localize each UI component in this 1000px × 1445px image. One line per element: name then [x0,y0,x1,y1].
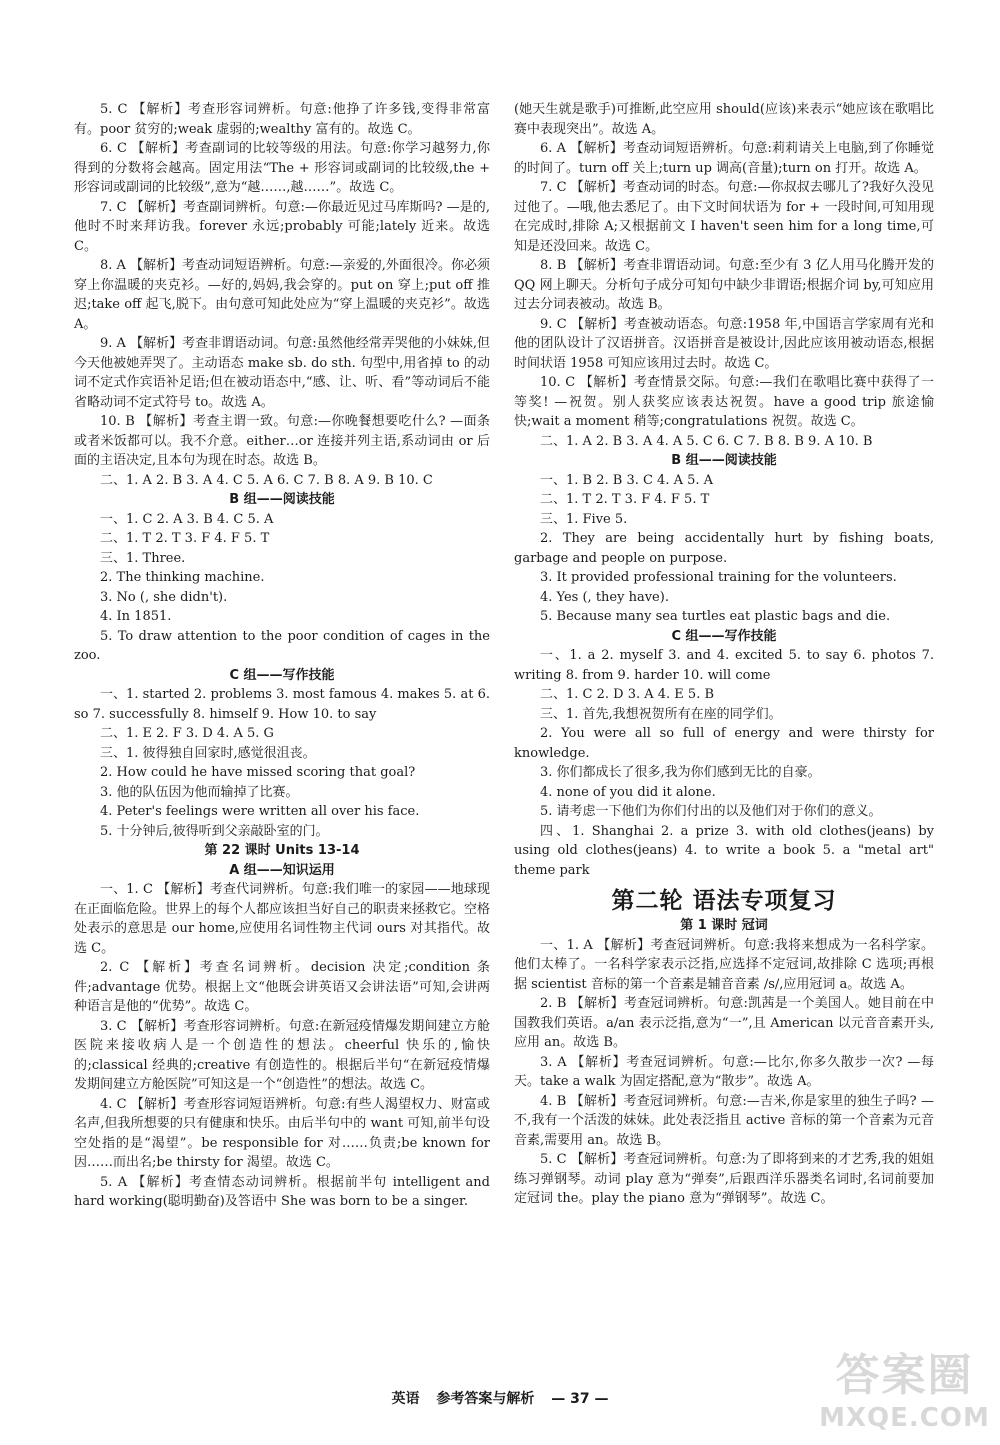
answer-paragraph: 2. How could he have missed scoring that goal? [100,765,416,780]
section-heading: B 组——阅读技能 [671,453,777,468]
answer-paragraph: 5. A 【解析】考查情态动词辨析。根据前半句 intelligent and hard working(聪明勤奋)及答语中 She was born to be a singer. [74,1174,490,1209]
answer-paragraph: 二、1. T 2. T 3. F 4. F 5. T [540,492,710,507]
answer-paragraph: 二、1. A 2. B 3. A 4. A 5. C 6. C 7. B 8. B 9. A 10. B [540,433,873,449]
answer-paragraph: 2. C 【解析】考查名词辨析。decision 决定;condition 条件;advantage 优势。根据上文“他既会讲英语又会讲法语”可知,会讲两种语言是他的“优势”。故选 C。 [74,960,490,1014]
answer-paragraph: 4. Peter's feelings were written all over his face. [100,804,420,819]
footer-subject: 英语 [391,1391,420,1407]
answer-paragraph: 10. B 【解析】考查主谓一致。句意:—你晚餐想要吃什么? —面条或者米饭都可以。我不介意。either…or 连接并列主语,系动词由 or 后面的主语决定,且本句为现在时态。故选 B。 [74,414,490,468]
watermark-logo [817,1351,992,1437]
answer-paragraph: 5. 请考虑一下他们为你们付出的以及他们对于你们的意义。 [540,804,882,819]
answer-paragraph: 一、1. C 【解析】考查代词辨析。句意:我们唯一的家园——地球现在正面临危险。世界上的每个人都应该担当好自己的职责来拯救它。空格处表示的意思是 our home,应使用名词性物主代词 ours 对其指代。故选 C。 [74,882,491,956]
answer-paragraph: 三、1. 首先,我想祝贺所有在座的同学们。 [540,706,782,722]
answer-paragraph: 二、1. A 2. B 3. A 4. C 5. A 6. C 7. B 8. A 9. B 10. C [100,472,433,488]
left-column [74,100,490,1212]
answer-paragraph: 3. It provided professional training for the volunteers. [540,570,897,585]
answer-paragraph: 9. A 【解析】考查非谓语动词。句意:虽然他经常弄哭他的小妹妹,但今天他被她弄哭了。主动语态 make sb. do sth. 句型中,用省掉 to 的动词不定式作宾语补足语;但在被动语态中,“感、让、听、看”等动词后不能省略动词不定式符号 to。故选 A。 [74,336,490,410]
answer-paragraph: 3. 你们都成长了很多,我为你们感到无比的自豪。 [540,765,821,780]
answer-paragraph: 2. B 【解析】考查冠词辨析。句意:凯茜是一个美国人。她目前在中国教我们英语。a/an 表示泛指,意为“一”,且 American 以元音音素开头,应用 an。故选 B。 [514,996,934,1050]
answer-paragraph: 10. C 【解析】考查情景交际。句意:—我们在歌唱比赛中获得了一等奖! —祝贺。别人获奖应该表达祝贺。have a good trip 旅途愉快;wait a moment 稍等;congratulations 祝贺。故选 C。 [514,375,934,429]
answer-paragraph: 5. C 【解析】考查冠词辨析。句意:为了即将到来的才艺秀,我的姐姐练习弹钢琴。动词 play 意为“弹奏”,后跟西洋乐器类名词时,名词前要加定冠词 the。play the piano 意为“弹钢琴”。故选 C。 [514,1152,934,1206]
watermark-text-bottom: MXQE.COM [819,1403,990,1433]
answer-paragraph: 四、1. Shanghai 2. a prize 3. with old clothes(jeans) by using old clothes(jeans) 4. to write a book 5. a "metal art" theme park [514,823,934,878]
answer-paragraph: 一、1. a 2. myself 3. and 4. excited 5. to say 6. photos 7. writing 8. from 9. harder 10. will come [514,648,934,683]
answer-paragraph: 二、1. E 2. F 3. D 4. A 5. G [100,726,274,741]
answer-paragraph: 6. A 【解析】考查动词短语辨析。句意:莉莉请关上电脑,到了你睡觉的时间了。turn off 关上;turn up 调高(音量);turn on 打开。故选 A。 [514,141,934,176]
answer-paragraph: (她天生就是歌手)可推断,此空应用 should(应该)来表示“她应该在歌唱比赛中表现突出”。故选 A。 [514,102,934,137]
answer-paragraph: 2. They are being accidentally hurt by fishing boats, garbage and people on purpose. [514,531,934,566]
answer-paragraph: 一、1. C 2. A 3. B 4. C 5. A [100,511,274,527]
answer-paragraph: 4. none of you did it alone. [540,784,716,800]
right-column [514,100,934,1209]
section-heading: A 组——知识运用 [229,862,335,878]
answer-paragraph: 2. The thinking machine. [100,570,265,585]
answer-paragraph: 二、1. C 2. D 3. A 4. E 5. B [540,687,715,702]
answer-paragraph: 3. C 【解析】考查形容词辨析。句意:在新冠疫情爆发期间建立方舱医院来接收病人是一个创造性的想法。cheerful 快乐的,愉快的;classical 经典的;creative 有创造性的。根据后半句“在新冠疫情爆发期间建立方舱医院”可知这是一个“创造性”的想法。故选 C。 [74,1018,490,1092]
answer-paragraph: 5. 十分钟后,彼得听到父亲敲卧室的门。 [100,823,329,839]
section-heading: C 组——写作技能 [229,667,335,683]
answer-paragraph: 三、1. Five 5. [540,511,628,527]
footer-section: 参考答案与解析 [436,1391,535,1407]
section-heading: B 组——阅读技能 [229,492,335,507]
answer-paragraph: 3. No (, she didn't). [100,589,228,605]
answer-paragraph: 一、1. B 2. B 3. C 4. A 5. A [540,472,714,488]
answer-paragraph: 3. A 【解析】考查冠词辨析。句意:—比尔,你多久散步一次? —每天。take a walk 为固定搭配,意为“散步”。故选 A。 [514,1054,934,1089]
chapter-title: 第二轮 语法专项复习 [611,888,837,914]
section-heading: 第 22 课时 Units 13-14 [204,843,360,858]
answer-paragraph: 9. C 【解析】考查被动语态。句意:1958 年,中国语言学家周有光和他的团队设计了汉语拼音。汉语拼音是被设计,因此应该用被动语态,根据时间状语 1958 可知应该用过去时。故选 C。 [514,316,934,371]
answer-paragraph: 三、1. 彼得独自回家时,感觉很沮丧。 [100,745,316,761]
answer-paragraph: 8. B 【解析】考查非谓语动词。句意:至少有 3 亿人用马化腾开发的 QQ 网上聊天。分析句子成分可知句中缺少非谓语;根据介词 by,可知应用过去分词表被动。故选 B。 [514,258,934,312]
page-number: — 37 — [551,1391,609,1407]
answer-paragraph: 5. C 【解析】考查形容词辨析。句意:他挣了许多钱,变得非常富有。poor 贫穷的;weak 虚弱的;wealthy 富有的。故选 C。 [74,102,490,137]
answer-paragraph: 4. In 1851. [100,609,172,624]
answer-paragraph: 4. B 【解析】考查冠词辨析。句意:—吉米,你是家里的独生子吗? —不,我有一个活泼的妹妹。此处表泛指且 active 音标的第一个音素为元音音素,需要用 an。故选 B。 [514,1093,934,1148]
answer-paragraph: 二、1. T 2. T 3. F 4. F 5. T [100,531,270,546]
answer-paragraph: 一、1. A 【解析】考查冠词辨析。句意:我将来想成为一名科学家。他们太棒了。一名科学家表示泛指,应选择不定冠词,故排除 C 选项;再根据 scientist 音标的第一个音素是辅音音素 /s/,应用冠词 a。故选 A。 [514,937,934,992]
answer-paragraph: 一、1. started 2. problems 3. most famous 4. makes 5. at 6. so 7. successfully 8. himself 9. How 10. to say [74,687,490,722]
answer-paragraph: 三、1. Three. [100,550,186,566]
answer-paragraph: 3. 他的队伍因为他而输掉了比赛。 [100,784,299,800]
answer-paragraph: 5. To draw attention to the poor condition of cages in the zoo. [74,628,490,663]
answer-paragraph: 2. You were all so full of energy and were thirsty for knowledge. [514,726,934,761]
section-heading: 第 1 课时 冠词 [680,918,768,933]
answer-paragraph: 6. C 【解析】考查副词的比较等级的用法。句意:你学习越努力,你得到的分数将会越高。固定用法“The + 形容词或副词的比较级,the + 形容词或副词的比较级”,意为“越……,越……”。故选 C。 [74,141,490,195]
answer-paragraph: 5. Because many sea turtles eat plastic bags and die. [540,609,891,624]
answer-paragraph: 7. C 【解析】考查动词的时态。句意:—你叔叔去哪儿了?我好久没见过他了。—哦,他去悉尼了。由下文时间状语为 for + 一段时间,可知用现在完成时,排除 A;又根据前文 I haven't seen him for a long time,可知是还没回来。故选 C。 [514,180,934,254]
watermark-text-top: 答案圈 [835,1350,974,1401]
section-heading: C 组——写作技能 [671,628,777,644]
answer-paragraph: 7. C 【解析】考查副词辨析。句意:—你最近见过马库斯吗? —是的,他时不时来拜访我。forever 永远;probably 可能;lately 近来。故选 C。 [74,199,490,254]
answer-paragraph: 4. C 【解析】考查形容词短语辨析。句意:有些人渴望权力、财富或名声,但我所想要的只有健康和快乐。由后半句中的 want 可知,前半句设空处指的是“渴望”。be responsible for 对……负责;be known for 因……而出名;be thirsty for 渴望。故选 C。 [74,1096,490,1170]
answer-paragraph: 8. A 【解析】考查动词短语辨析。句意:—亲爱的,外面很冷。你必须穿上你温暖的夹克衫。—好的,妈妈,我会穿的。put on 穿上;put off 推迟;take off 起飞,脱下。由句意可知此处应为“穿上温暖的夹克衫”。故选 A。 [74,258,490,332]
answer-paragraph: 4. Yes (, they have). [540,589,669,605]
